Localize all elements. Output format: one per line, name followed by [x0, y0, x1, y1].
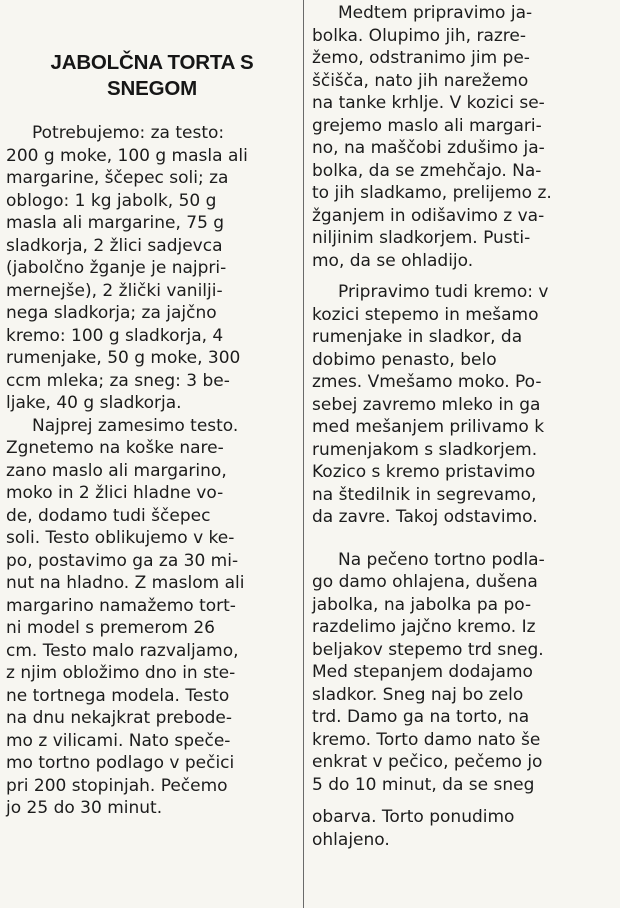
- text-line: de, dodamo tudi ščepec: [6, 505, 211, 526]
- text-line: kozici stepemo in mešamo: [312, 304, 539, 325]
- text-line: niljinim sladkorjem. Pusti-: [312, 228, 531, 248]
- article-title: [6, 50, 298, 102]
- right-column: [312, 2, 614, 851]
- column-divider: [303, 0, 304, 908]
- text-line: ni model s premerom 26: [6, 618, 215, 638]
- text-line: rumenjake in sladkor, da: [312, 327, 523, 347]
- text-line: Medtem pripravimo ja-: [338, 3, 533, 23]
- cream-paragraph: [312, 281, 614, 529]
- text-line: ščišča, nato jih narežemo: [312, 70, 529, 91]
- text-line: masla ali margarine, 75 g: [6, 213, 225, 233]
- text-line: na tanke krhlje. V kozici se-: [312, 93, 545, 113]
- serving-paragraph: [312, 806, 614, 851]
- text-line: na štedilnik in segrevamo,: [312, 484, 537, 505]
- title-line: JABOLČNA TORTA S: [50, 51, 254, 74]
- text-line: sladkorja, 2 žlici sadjevca: [6, 235, 223, 256]
- text-line: rumenjakom s sladkorjem.: [312, 439, 538, 460]
- text-line: ne tortnega modela. Testo: [6, 685, 230, 706]
- text-line: mo tortno podlago v pečici: [6, 753, 235, 773]
- text-line: trd. Damo ga na torto, na: [312, 707, 530, 727]
- text-line: nut na hladno. Z maslom ali: [6, 573, 245, 593]
- text-line: žemo, odstranimo jim pe-: [312, 48, 530, 68]
- text-line: Kozico s kremo pristavimo: [312, 462, 536, 482]
- text-line: sladkor. Sneg naj bo zelo: [312, 684, 524, 705]
- text-line: kremo. Torto damo nato še: [312, 729, 541, 750]
- text-line: Pripravimo tudi kremo: v: [338, 282, 549, 302]
- ingredients-paragraph: [6, 122, 298, 415]
- title-line: SNEGOM: [107, 77, 197, 100]
- text-line: margarine, ščepec soli; za: [6, 168, 229, 188]
- text-line: ccm mleka; za sneg: 3 be-: [6, 370, 230, 391]
- text-line: mo z vilicami. Nato speče-: [6, 730, 231, 751]
- text-line: ohlajeno.: [312, 829, 390, 850]
- text-line: bolka. Olupimo jih, razre-: [312, 25, 527, 46]
- text-line: žganjem in odišavimo z va-: [312, 205, 545, 226]
- text-line: Najprej zamesimo testo.: [32, 415, 239, 436]
- text-line: razdelimo jajčno kremo. Iz: [312, 617, 536, 637]
- text-line: mernejše), 2 žlički vanilji-: [6, 280, 223, 301]
- text-line: cm. Testo malo razvaljamo,: [6, 640, 239, 661]
- text-line: po, postavimo ga za 30 mi-: [6, 550, 239, 571]
- assembly-paragraph: [312, 549, 614, 797]
- text-line: nega sladkorja; za jajčno: [6, 303, 217, 323]
- text-line: zano maslo ali margarino,: [6, 460, 227, 481]
- text-line: no, na maščobi zdušimo ja-: [312, 138, 545, 158]
- text-line: (jabolčno žganje je najpri-: [6, 258, 227, 278]
- text-line: mo, da se ohladijo.: [312, 250, 474, 271]
- text-line: kremo: 100 g sladkorja, 4: [6, 325, 224, 346]
- text-line: oblogo: 1 kg jabolk, 50 g: [6, 190, 217, 211]
- dough-paragraph: [6, 415, 298, 820]
- text-line: go damo ohlajena, dušena: [312, 572, 538, 592]
- text-line: 5 do 10 minut, da se sneg: [312, 774, 535, 795]
- text-line: to jih sladkamo, prelijemo z.: [312, 183, 552, 203]
- text-line: soli. Testo oblikujemo v ke-: [6, 528, 235, 548]
- text-line: ljake, 40 g sladkorja.: [6, 393, 182, 413]
- apples-paragraph: [312, 2, 614, 272]
- text-line: na dnu nekajkrat prebode-: [6, 708, 233, 728]
- text-line: Zgnetemo na koške nare-: [6, 438, 224, 458]
- text-line: obarva. Torto ponudimo: [312, 807, 515, 827]
- text-line: moko in 2 žlici hladne vo-: [6, 483, 224, 503]
- text-line: Med stepanjem dodajamo: [312, 662, 533, 682]
- text-line: z njim obložimo dno in ste-: [6, 663, 236, 683]
- text-line: beljakov stepemo trd sneg.: [312, 639, 544, 660]
- text-line: pri 200 stopinjah. Pečemo: [6, 775, 228, 796]
- left-column: [6, 50, 298, 820]
- text-line: zmes. Vmešamo moko. Po-: [312, 372, 542, 392]
- text-line: jabolka, na jabolka pa po-: [312, 594, 532, 615]
- text-line: Potrebujemo: za testo:: [32, 123, 225, 143]
- text-line: 200 g moke, 100 g masla ali: [6, 145, 248, 166]
- text-line: da zavre. Takoj odstavimo.: [312, 507, 538, 527]
- text-line: jo 25 do 30 minut.: [6, 798, 163, 818]
- text-line: grejemo maslo ali margari-: [312, 115, 542, 136]
- text-line: margarino namažemo tort-: [6, 595, 236, 616]
- text-line: Na pečeno tortno podla-: [338, 549, 545, 570]
- text-line: dobimo penasto, belo: [312, 349, 497, 370]
- text-line: med mešanjem prilivamo k: [312, 417, 545, 437]
- text-line: bolka, da se zmehčajo. Na-: [312, 160, 542, 181]
- text-line: rumenjake, 50 g moke, 300: [6, 348, 241, 368]
- text-line: enkrat v pečico, pečemo jo: [312, 752, 543, 772]
- text-line: sebej zavremo mleko in ga: [312, 394, 541, 415]
